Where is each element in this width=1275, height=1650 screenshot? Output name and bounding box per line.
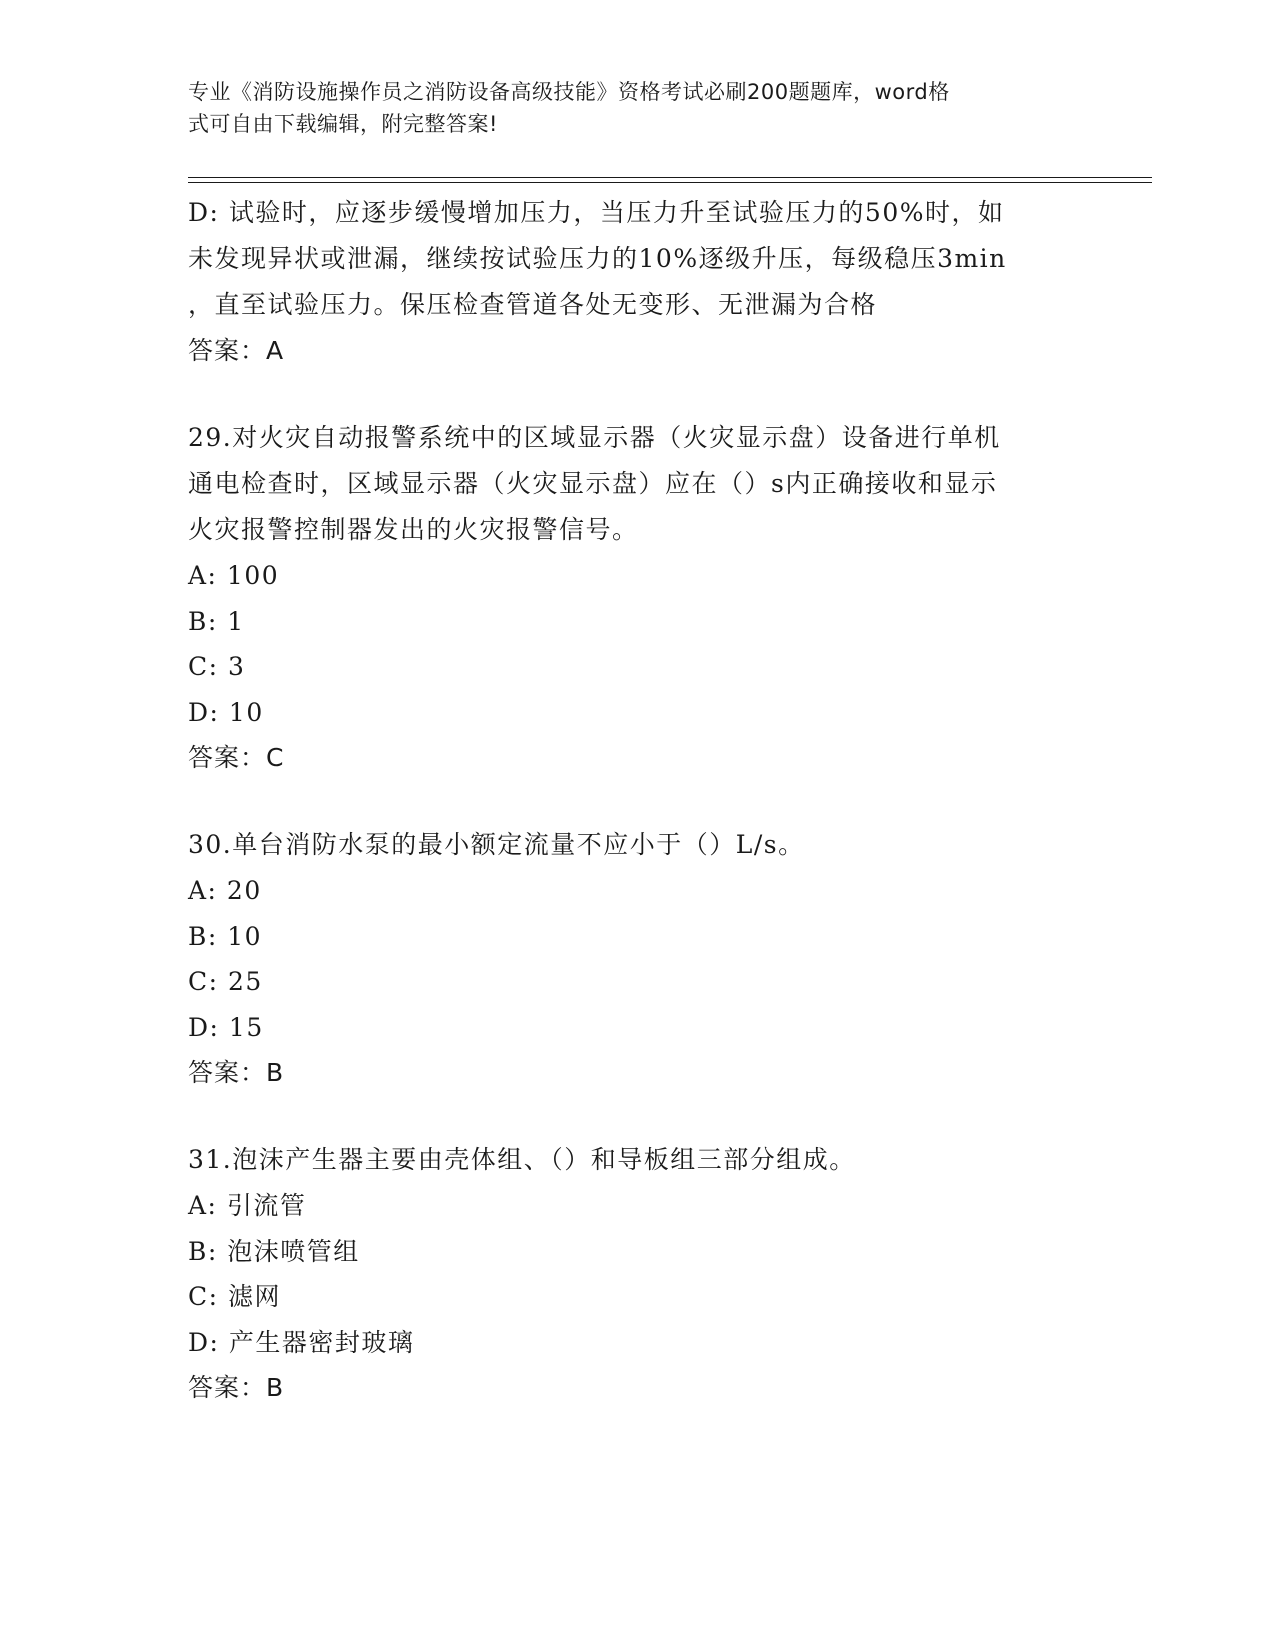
option-d: D: 15 [188, 1012, 264, 1042]
document-header [188, 76, 1068, 140]
option-a: A: 20 [188, 876, 262, 905]
option-d-line: D: 试验时，应逐步缓慢增加压力，当压力升至试验压力的50%时，如 [188, 198, 1005, 227]
answer-label: 答案：B [188, 1373, 285, 1402]
option-b: B: 泡沫喷管组 [188, 1236, 360, 1266]
option-b: B: 1 [188, 606, 245, 636]
question-content [188, 190, 1088, 1411]
option-c: C: 滤网 [188, 1282, 281, 1311]
question-30 [188, 822, 1088, 1096]
header-divider-top [188, 177, 1152, 178]
question-31 [188, 1137, 1088, 1411]
answer-label: 答案：A [188, 336, 285, 365]
question-text-line: 31.泡沫产生器主要由壳体组、（）和导板组三部分组成。 [188, 1145, 856, 1174]
question-29 [188, 415, 1088, 781]
option-a: A: 100 [188, 561, 280, 590]
option-d-line: ，直至试验压力。保压检查管道各处无变形、无泄漏为合格 [188, 290, 878, 319]
answer-label: 答案：C [188, 743, 285, 772]
question-text-line: 火灾报警控制器发出的火灾报警信号。 [188, 515, 639, 544]
header-divider-bottom [188, 182, 1152, 183]
option-a: A: 引流管 [188, 1191, 307, 1220]
question-text-line: 通电检查时，区域显示器（火灾显示盘）应在（）s内正确接收和显示 [188, 469, 998, 498]
header-line-1: 专业《消防设施操作员之消防设备高级技能》资格考试必刷200题题库，word格 [188, 80, 950, 104]
option-d: D: 10 [188, 697, 264, 727]
option-d-line: 未发现异状或泄漏，继续按试验压力的10%逐级升压，每级稳压3min [188, 244, 1007, 273]
question-text-line: 29.对火灾自动报警系统中的区域显示器（火灾显示盘）设备进行单机 [188, 423, 1001, 452]
option-b: B: 10 [188, 921, 263, 951]
answer-label: 答案：B [188, 1058, 285, 1087]
question-text-line: 30.单台消防水泵的最小额定流量不应小于（）L/s。 [188, 830, 805, 859]
previous-question-tail [188, 190, 1088, 374]
option-c: C: 25 [188, 967, 263, 996]
option-d: D: 产生器密封玻璃 [188, 1327, 415, 1357]
option-c: C: 3 [188, 652, 246, 681]
header-line-2: 式可自由下载编辑，附完整答案! [188, 112, 498, 136]
